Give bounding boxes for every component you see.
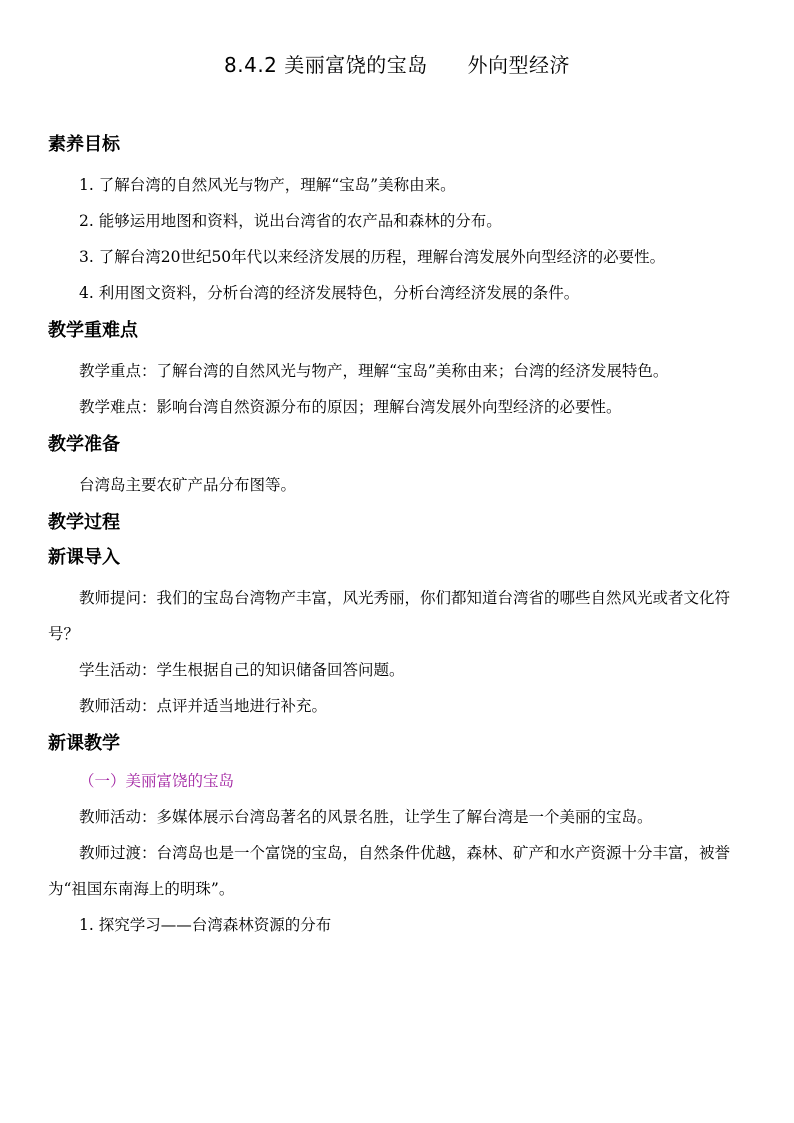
teaching-item: 1. 探究学习——台湾森林资源的分布 — [79, 916, 332, 934]
teaching-list — [48, 799, 744, 943]
goal-item: 2. 能够运用地图和资料，说出台湾省的农产品和森林的分布。 — [79, 212, 502, 230]
goal-item: 4. 利用图文资料，分析台湾的经济发展特色，分析台湾经济发展的条件。 — [79, 284, 580, 302]
teaching-heading: 新课教学 — [48, 733, 120, 754]
goal-item: 3. 了解台湾20世纪50年代以来经济发展的历程，理解台湾发展外向型经济的必要性。 — [79, 248, 666, 266]
intro-item: 学生活动：学生根据自己的知识储备回答问题。 — [79, 661, 405, 679]
prep-heading: 教学准备 — [48, 434, 120, 455]
key-points-list — [48, 353, 744, 425]
key-points-heading: 教学重难点 — [48, 320, 138, 341]
intro-list — [48, 580, 744, 724]
document-body — [48, 130, 744, 943]
title-main: 美丽富饶的宝岛 — [284, 53, 428, 77]
goals-list — [48, 167, 744, 311]
goal-item: 1. 了解台湾的自然风光与物产，理解“宝岛”美称由来。 — [79, 176, 456, 194]
title-sub: 外向型经济 — [467, 53, 570, 77]
intro-item: 教师活动：点评并适当地进行补充。 — [79, 697, 328, 715]
document-title — [0, 50, 794, 80]
teaching-item: 教师过渡：台湾岛也是一个富饶的宝岛，自然条件优越，森林、矿产和水产资源十分丰富，被誉为“祖国东南海上的明珠”。 — [48, 844, 731, 898]
teaching-focus: 教学重点：了解台湾的自然风光与物产，理解“宝岛”美称由来；台湾的经济发展特色。 — [79, 362, 669, 380]
teaching-subheading: （一）美丽富饶的宝岛 — [79, 772, 235, 790]
process-heading: 教学过程 — [48, 512, 120, 533]
teaching-item: 教师活动：多媒体展示台湾岛著名的风景名胜，让学生了解台湾是一个美丽的宝岛。 — [79, 808, 653, 826]
intro-item: 教师提问：我们的宝岛台湾物产丰富，风光秀丽，你们都知道台湾省的哪些自然风光或者文化符号？ — [48, 589, 731, 643]
title-code: 8.4.2 — [224, 53, 278, 77]
intro-heading: 新课导入 — [48, 547, 120, 568]
teaching-difficulty: 教学难点：影响台湾自然资源分布的原因；理解台湾发展外向型经济的必要性。 — [79, 398, 622, 416]
goals-heading: 素养目标 — [48, 134, 120, 155]
prep-text: 台湾岛主要农矿产品分布图等。 — [79, 476, 297, 494]
prep-body — [48, 467, 744, 503]
